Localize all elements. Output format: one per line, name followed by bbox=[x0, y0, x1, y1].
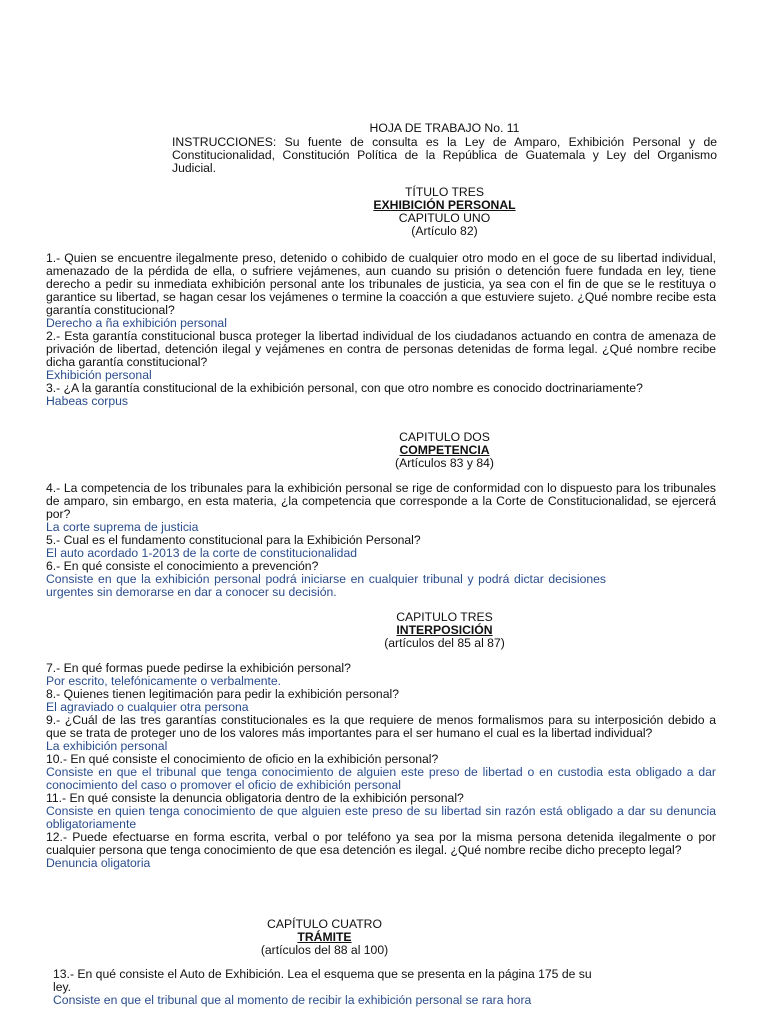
answer-2: Exhibición personal bbox=[46, 368, 152, 382]
chapter-1-questions bbox=[46, 252, 716, 408]
answer-13: Consiste en que el tribunal que al momento de recibir la exhibición personal se rara hora bbox=[53, 993, 532, 1007]
titulo-tres-label: TÍTULO TRES bbox=[404, 185, 484, 199]
question-13: 13.- En qué consiste el Auto de Exhibición. Lea el esquema que se presenta en la página 175 de su ley. bbox=[53, 967, 592, 994]
chapter-3-questions bbox=[46, 662, 716, 870]
answer-9: La exhibición personal bbox=[46, 739, 168, 753]
answer-1: Derecho a ña exhibición personal bbox=[46, 316, 227, 330]
capitulo-cuatro-label: CAPÍTULO CUATRO bbox=[267, 917, 382, 931]
articulos-88-100-label: (artículos del 88 al 100) bbox=[260, 943, 389, 957]
instructions-text: INSTRUCCIONES: Su fuente de consulta es la Ley de Amparo, Exhibición Personal y de Constitucionalidad, Constitución Política de la República de Guatemala y Ley del Organismo Judicial. bbox=[172, 135, 717, 175]
worksheet-title bbox=[172, 122, 717, 135]
answer-3: Habeas corpus bbox=[46, 394, 128, 408]
chapter-4-questions bbox=[53, 968, 613, 1007]
interposicion-heading: INTERPOSICIÓN bbox=[396, 623, 493, 637]
answer-7: Por escrito, telefónicamente o verbalmente. bbox=[46, 674, 282, 688]
chapter-2-questions bbox=[46, 482, 716, 599]
instructions-paragraph bbox=[172, 136, 717, 175]
question-1: 1.- Quien se encuentre ilegalmente preso, detenido o cohibido de cualquier otro modo en el goce de su libertad individual, amenazado de la pérdida de ella, o sufriere vejámenes, aun cuando su prisión o detención fuere fundada en ley, tiene derecho a pedir su inmediata exhibición personal ante los tribunales de justicia, ya sea con el fin de que se le restituya o garantice su libertad, se hagan cesar los vejámenes o termine la coacción a que estuviere sujeto. ¿Qué nombre recibe esta garantía constitucional? bbox=[46, 251, 716, 317]
capitulo-dos-label: CAPITULO DOS bbox=[399, 430, 490, 444]
question-2: 2.- Esta garantía constitucional busca proteger la libertad individual de los ciudadanos actuando en contra de amenaza de privación de libertad, detención ilegal y vejámenes en contra de personas detenidas de forma legal. ¿Qué nombre recibe dicha garantía constitucional? bbox=[46, 329, 716, 369]
answer-11: Consiste en quien tenga conocimiento de que alguien este preso de su libertad sin razón está obligado a dar su denuncia obligatoriamente bbox=[46, 804, 716, 831]
section-heading-capitulo-dos bbox=[172, 431, 717, 470]
answer-4: La corte suprema de justicia bbox=[46, 520, 199, 534]
question-4: 4.- La competencia de los tribunales para la exhibición personal se rige de conformidad con lo dispuesto para los tribunales de amparo, sin embargo, en esta materia, ¿la competencia que corresponde a la Corte de Constitucionalidad, se ejercerá por? bbox=[46, 481, 716, 521]
articulos-83-84-label: (Artículos 83 y 84) bbox=[395, 456, 494, 470]
question-5: 5.- Cual es el fundamento constitucional para la Exhibición Personal? bbox=[46, 533, 421, 547]
question-6: 6.- En qué consiste el conocimiento a prevención? bbox=[46, 559, 319, 573]
answer-10: Consiste en que el tribunal que tenga conocimiento de alguien este preso de libertad o en custodia esta obligado a dar conocimiento del caso o promover el oficio de exhibición personal bbox=[46, 765, 716, 792]
answer-6: Consiste en que la exhibición personal podrá iniciarse en cualquier tribunal y podrá dictar decisiones urgentes sin demorarse en dar a conocer su decisión. bbox=[46, 572, 606, 599]
question-8: 8.- Quienes tienen legitimación para pedir la exhibición personal? bbox=[46, 687, 399, 701]
articulos-85-87-label: (artículos del 85 al 87) bbox=[384, 636, 505, 650]
section-heading-capitulo-tres bbox=[172, 611, 717, 650]
articulo-82-label: (Artículo 82) bbox=[411, 224, 478, 238]
question-10: 10.- En qué consiste el conocimiento de oficio en la exhibición personal? bbox=[46, 752, 439, 766]
answer-5: El auto acordado 1-2013 de la corte de constitucionalidad bbox=[46, 546, 357, 560]
question-9: 9.- ¿Cuál de las tres garantías constitucionales es la que requiere de menos formalismos para su interposición debido a que se trata de proteger uno de los valores más importantes para el ser humano el cual es la libertad individual? bbox=[46, 713, 716, 740]
capitulo-uno-label: CAPITULO UNO bbox=[398, 211, 491, 225]
question-3: 3.- ¿A la garantía constitucional de la exhibición personal, con que otro nombre es conocido doctrinariamente? bbox=[46, 381, 643, 395]
exhibicion-personal-heading: EXHIBICIÓN PERSONAL bbox=[373, 198, 516, 212]
question-7: 7.- En qué formas puede pedirse la exhibición personal? bbox=[46, 661, 351, 675]
answer-12: Denuncia oligatoria bbox=[46, 856, 151, 870]
question-11: 11.- En qué consiste la denuncia obligatoria dentro de la exhibición personal? bbox=[46, 791, 464, 805]
tramite-heading: TRÁMITE bbox=[297, 930, 352, 944]
competencia-heading: COMPETENCIA bbox=[399, 443, 490, 457]
section-heading-capitulo-cuatro bbox=[222, 918, 427, 957]
answer-8: El agraviado o cualquier otra persona bbox=[46, 700, 249, 714]
capitulo-tres-label: CAPITULO TRES bbox=[396, 610, 493, 624]
section-heading-titulo-tres bbox=[172, 186, 717, 238]
question-12: 12.- Puede efectuarse en forma escrita, verbal o por teléfono ya sea por la misma persona detenida ilegalmente o por cualquier persona que tenga conocimiento de que esa detención es ilegal. ¿Qué nombre recibe dicho precepto legal? bbox=[46, 830, 716, 857]
worksheet-title-text: HOJA DE TRABAJO No. 11 bbox=[369, 121, 520, 135]
